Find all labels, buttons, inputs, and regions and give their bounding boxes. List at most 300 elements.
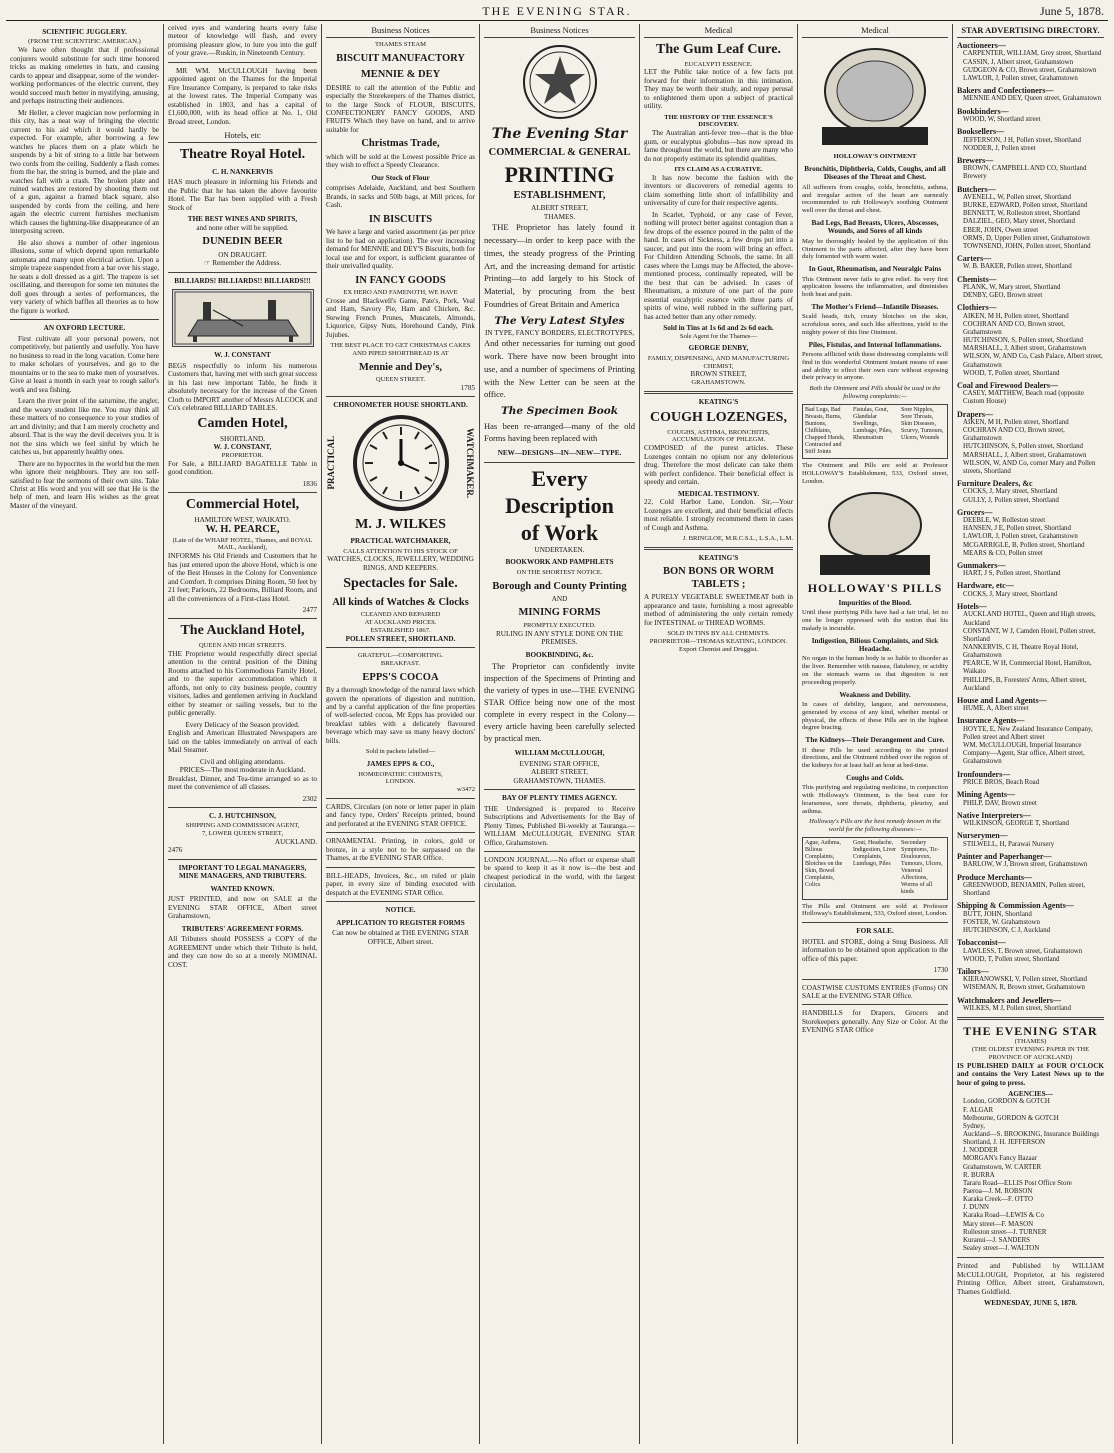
table-cell: Gout, Headache, Indigestion, Liver Complaints, Lumbago, Piles <box>853 839 896 868</box>
ad-heading: WANTED KNOWN. <box>210 884 275 893</box>
billiard-table-illustration <box>172 289 314 347</box>
ad-line: POLLEN STREET, SHORTLAND. <box>345 634 456 643</box>
ad-text: COMPOSED of the purest articles. These Lozenges contain no opium nor any deleterious drug. Therefore the most delicate can take them with perfect confidence. Their beneficial effect is speedy and certain. <box>644 444 793 487</box>
ad-heading: PRACTICAL WATCHMAKER, <box>350 537 451 546</box>
ad-line: SHORTLAND, <box>220 434 265 443</box>
ad-line: Sold in Tins at 1s 6d and 2s 6d each. <box>663 324 774 333</box>
directory-entry: WILKINSON, GEORGE T, Shortland <box>963 820 1069 828</box>
directory-entry: WM. McCULLOUGH, Imperial Insurance Company—Agent, Star office, Albert street, Grahamstown <box>963 742 1085 766</box>
ad-heading: THE EVENING STAR <box>963 1024 1098 1039</box>
ad-text: English and American Illustrated Newspapers are laid on the tables immediately on arrival of each Mail Steamer. <box>168 729 317 755</box>
ad-line: AT AUCKLAND PRICES. <box>364 619 437 627</box>
directory-entry: CASEY, MATTHEW, Beach road (opposite Custom House) <box>963 390 1084 406</box>
agency-entry: Shortland, J. H. JEFFERSON <box>963 1139 1045 1147</box>
ad-line: AGENCIES— <box>1008 1090 1053 1098</box>
paragraph: First cultivate all your personal powers, not competitively, but patiently and usefully. You have no business to read in the long vacation. Come here to make scholars of yourselves, and go to the mountains or to the sea to make men of yourselves. Give at least a month in each year to rough sailor's work and sea fishing. <box>10 334 159 394</box>
ad-heading: The Evening Star <box>491 126 628 143</box>
ad-text: This Ointment never fails to give relief. Its very first application lessens the inflammation, and diminishes both heat and pain. <box>802 275 948 299</box>
directory-entry: PRICE BROS, Beach Road <box>963 779 1040 787</box>
directory-entry: BROWN, CAMPBELL AND CO, Shortland Brewery <box>963 165 1087 181</box>
ad-line: GRAHAMSTOWN, THAMES. <box>513 776 606 785</box>
ad-heading: Weakness and Debility. <box>839 690 911 699</box>
directory-heading: Produce Merchants— <box>957 872 1033 882</box>
side-label: WATCHMAKER. <box>465 427 475 498</box>
ad-heading: The Mother's Friend—Infantile Diseases. <box>811 302 939 311</box>
directory-heading: House and Land Agents— <box>957 695 1047 705</box>
directory-entry: PEARCE, W H, Commercial Hotel, Hamilton, Waikato <box>963 660 1092 676</box>
ad-heading: COUGH LOZENGES, <box>650 410 787 426</box>
ad-line: IN TYPE, FANCY BORDERS, ELECTROTYPES, <box>484 328 635 337</box>
holloways-ointment-emblem <box>810 41 940 151</box>
ad-heading: BAY OF PLENTY TIMES AGENCY. <box>502 794 617 803</box>
pointing-hand-icon: ☞ <box>203 259 211 268</box>
ad-line: PROPRIETOR. <box>221 451 264 459</box>
ad-text: which will be sold at the Lowest possible Price as they wish to effect a Speedy Clearance. <box>326 152 475 170</box>
directory-heading: Coal and Firewood Dealers— <box>957 380 1058 390</box>
ad-text: The Australian anti-fever tree—that is the blue gum, or eucalyptus globulus—has now spread its fame throughout the world, but there are many who do not properly estimate its splendid qualities. <box>644 129 793 163</box>
directory-heading: Gunmakers— <box>957 560 1006 570</box>
directory-entry: HUTCHINSON, S, Pollen street, Shortland <box>963 443 1084 451</box>
ad-line: Can now be obtained at THE EVENING STAR OFFICE, Albert street. <box>332 929 469 946</box>
ad-line: and none other will be supplied. <box>196 223 289 232</box>
directory-entry: HANSEN, J E, Pollen street, Shortland <box>963 525 1071 533</box>
ad-heading: Coughs and Colds. <box>846 773 904 782</box>
directory-entry: CONSTANT, W J, Camden Hotel, Pollen street, Shortland <box>963 627 1096 643</box>
hotel-name: Theatre Royal Hotel. <box>179 147 306 163</box>
ad-line: THAMES STEAM <box>374 41 427 49</box>
paragraph: Learn the river point of the saturnine, the angler, and the weary student like me. You may think all these matters of no consequence to your studies of art and divinity; and that I am merely crochetty and absurd. That is the way the devil deceives you. It is not the sins which we feel sinful by which he catches us, but apparently healthy ones. <box>10 397 159 457</box>
column-1 <box>6 24 164 1444</box>
directory-entry: WOOD, T, Pollen street, Shortland <box>963 955 1060 963</box>
directory-heading: Auctioneers— <box>957 41 1006 51</box>
directory-heading: Ironfounders— <box>957 769 1011 779</box>
column-6 <box>798 24 953 1444</box>
ad-line: QUEEN AND HIGH STREETS. <box>198 641 287 649</box>
ad-heading: GEORGE DENBY, <box>688 344 749 353</box>
directory-entry: HUME, A, Albert street <box>963 705 1029 713</box>
ad-heading: BISCUIT MANUFACTORY <box>336 52 465 64</box>
ad-line: CALLS ATTENTION TO HIS STOCK OF <box>343 547 458 555</box>
ad-text: The Pills and Ointment are sold at Professor Holloway's Establishment, 533, Oxford street, London. <box>802 902 948 918</box>
directory-entry: BUTT, JOHN, Shortland <box>963 910 1032 918</box>
ad-heading: Description <box>505 492 614 518</box>
directory-entry: WOOD, W, Shortland street <box>963 116 1041 124</box>
ad-text: ORNAMENTAL Printing, in colors, gold or bronze, in a style not to be surpassed on the Thames, at the EVENING STAR Office. <box>326 837 475 863</box>
ad-line: WEDNESDAY, JUNE 5, 1878. <box>984 1299 1077 1308</box>
ad-line: ON DRAUGHT. <box>218 250 267 259</box>
directory-heading: Chemists— <box>957 274 997 284</box>
directory-entry: BARLOW, W J, Brown street, Grahamstown <box>963 861 1088 869</box>
agency-entry: Paeroa—J. M. ROBSON <box>963 1188 1033 1196</box>
ad-heading: MINING FORMS <box>518 607 601 619</box>
ad-text: Until these purifying Pills have had a fair trial, let no one be longer oppressed with the notion that his malady is incurable. <box>802 609 948 632</box>
agency-entry: Kuranui—J. SANDERS <box>963 1236 1030 1244</box>
ad-text: BEGS respectfully to inform his numerous Customers that, having met with such great success in his last new important Table, he finds it absolutely necessary for the increase of the Green Cloth to IMPORT another of Messrs ALCOCK and Co's celebrated BILLIARD TABLES. <box>168 361 317 412</box>
directory-entry: NODDER, J, Pollen street <box>963 144 1036 152</box>
paragraph: ceived eyes and wandering hearts every false meteor of knowledge will flash, and every promising pleasure glow, to lure you into the gulf of your grave.—Ruskin, in Nineteenth Century. <box>168 24 317 58</box>
directory-entry: STILWELL, H, Parawai Nursery <box>963 840 1055 848</box>
ad-number: 1730 <box>933 966 948 975</box>
ad-line: ITS CLAIM AS A CURATIVE. <box>674 166 763 174</box>
ad-heading: KEATING'S <box>698 397 739 406</box>
directory-heading: Hardware, etc— <box>957 581 1014 591</box>
directory-entry: GREENWOOD, BENJAMIN, Pollen street, Shortland <box>963 881 1086 898</box>
column-4 <box>480 24 640 1444</box>
directory-entry: BENNETT, W, Rolleston street, Shortland <box>963 210 1080 218</box>
ad-line: Civil and obliging attendants. <box>199 757 286 766</box>
ad-heading: BOOKBINDING, &c. <box>525 650 594 659</box>
ad-heading: CHRONOMETER HOUSE SHORTLAND. <box>333 401 468 410</box>
table-cell: Fistulas, Gout, Glandular Swellings, Lumbago, Piles, Rheumatism <box>853 406 893 442</box>
directory-entry: MENNIE AND DEY, Queen street, Grahamstown <box>963 95 1102 103</box>
directory-entry: PHILP, DAV, Brown street <box>963 799 1037 807</box>
agency-entry: R. BURRA <box>963 1171 995 1179</box>
ad-heading: BOOKWORK AND PAMPHLETS <box>505 558 614 567</box>
directory-entry: LAWLOR, J, Pollen street, Grahamstown <box>963 74 1078 82</box>
directory-entry: MARSHALL, J, Albert street, Grahamstown <box>963 345 1087 353</box>
ad-line: Sole Agent for the Thames— <box>679 332 758 340</box>
ad-number: 1836 <box>302 479 317 488</box>
directory-entry: CASSIN, J, Albert street, Grahamstown <box>963 58 1074 66</box>
ad-heading: The Very Latest Styles <box>494 314 625 327</box>
ad-heading: Impurities of the Blood. <box>838 598 912 607</box>
ad-heading: BILLIARDS! BILLIARDS!! BILLIARDS!!! <box>174 276 311 285</box>
directory-entry: AUCKLAND HOTEL, Queen and High streets, Auckland <box>963 611 1096 627</box>
ad-text: Printed and Published by WILLIAM McCULLOUGH, Proprietor, at his registered Printing Office, Albert street, Grahamstown, Thames Goldfield. <box>957 1262 1104 1296</box>
directory-entry: HART, J S, Pollen street, Shortland <box>963 570 1061 578</box>
ad-text: No organ in the human body is so liable to disorder as the liver. Remember with nausea, flatulency, or acidity on the stomach warns us that digestion is not proceeding properly. <box>802 655 948 686</box>
ad-line: FAMILY, DISPENSING, AND MANUFACTURING CHEMIST, <box>647 354 790 370</box>
agency-entry: Rolleston street—J. TURNER <box>963 1228 1047 1236</box>
agency-entry: Karaka Road—LEWIS & Co <box>963 1212 1044 1220</box>
ad-heading: TRIBUTERS' AGREEMENT FORMS. <box>181 924 304 933</box>
ad-line: THE BEST PLACE TO GET CHRISTMAS CAKES AND PIPED SHORTBREAD IS AT <box>330 342 471 357</box>
ad-text: For Sale, a BILLIARD BAGATELLE Table in good condition. <box>168 459 317 477</box>
directory-heading: Drapers— <box>957 409 993 419</box>
directory-heading: Booksellers— <box>957 127 1005 137</box>
clock-face-illustration <box>351 413 451 513</box>
agency-entry: J. DUNN <box>963 1204 990 1212</box>
ad-line: UNDERTAKEN. <box>534 545 585 554</box>
ad-line: 7, LOWER QUEEN STREET, <box>201 830 283 838</box>
ad-text: A PURELY VEGETABLE SWEETMEAT both in appearance and taste, furnishing a most agreeable method of administering the only certain remedy for INTESTINAL or THREAD WORMS. <box>644 593 793 627</box>
ad-text: This purifying and regulating medicine, in conjunction with Holloway's Ointment, is the best cure for hoarseness, sore throats, diphtheria, pleurisy, and asthma. <box>802 784 948 815</box>
ad-text: LONDON JOURNAL.—No effort or expense shall be spared to keep it as it now is—the best and cheapest periodical in the world, with the largest circulation. <box>484 855 635 890</box>
ad-heading: MENNIE & DEY <box>360 69 441 81</box>
paragraph: There are no hypocrites in the world but the men who ignore their neighbours. They are too self-satisfied to fear the sermons of their own sins. Take Christ at His word and you will see that He is the help of men, and learn His wishes as the great Master of the vineyard. <box>10 459 159 510</box>
directory-entry: DALZIEL, GEO, Mary street, Shortland <box>963 218 1075 226</box>
column-7 <box>953 24 1108 1444</box>
ad-number: w3472 <box>457 786 475 794</box>
directory-entry: KIERANOWSKI, V, Pollen street, Shortland <box>963 976 1087 984</box>
ad-line: HOMŒOPATHIC CHEMISTS, <box>358 770 443 778</box>
ad-text: If these Pills be used according to the printed directions, and the Ointment rubbed over the region of the kidneys for at least half an hour at bed-time. <box>802 746 948 770</box>
emblem-label: HOLLOWAY'S OINTMENT <box>833 153 917 161</box>
watch-ad-block <box>326 413 475 513</box>
directory-entry: W. B. BAKER, Pollen street, Shortland <box>963 263 1072 271</box>
agency-entry: Tararu Road—ELLIS Post Office Store <box>963 1179 1072 1187</box>
ad-line: CLEANED AND REPAIRED <box>360 611 441 619</box>
ad-heading: COMMERCIAL & GENERAL <box>488 146 631 158</box>
directory-entry: JEFFERSON, J H, Pollen street, Shortland <box>963 136 1081 144</box>
directory-heading: Mining Agents— <box>957 790 1016 800</box>
masthead <box>6 4 1108 21</box>
directory-entry: PHILLIPS, B, Foresters' Arms, Albert street, Auckland <box>963 676 1087 692</box>
ad-text: CARDS, Circulars (on note or letter paper in plain and fancy type, Orders' Receipts printed, bound and perforated at the EVENING STAR OFFICE. <box>326 802 475 828</box>
ad-line: ALBERT STREET, <box>531 768 588 777</box>
ad-line: ON THE SHORTEST NOTICE. <box>516 568 603 576</box>
ad-text: It has now become the fashion with the inventors or discoverers of remedial agents to claim something little short of infallibility and universality of cure for their respective agents. <box>644 173 793 208</box>
ad-line: QUEEN STREET. <box>375 375 426 383</box>
directory-entry: NANKERVIS, C H, Theatre Royal Hotel, Grahamstown <box>963 644 1079 660</box>
ad-line: AND <box>551 594 568 603</box>
ad-text: Scald heads, itch, crusty blotches on the skin, scrofulous sores, and such like affections, yield to the mighty power of this fine Ointment. <box>802 313 948 336</box>
ad-text: Persons afflicted with these distressing complaints will find in this wonderful Ointment instant means of ease and ability to effect their own cure without exposing their privacy to anyone. <box>802 351 948 382</box>
ad-heading: All kinds of Watches & Clocks <box>332 596 469 608</box>
directory-entry: BURKE, EDWARD, Pollen street, Shortland <box>963 202 1088 210</box>
ad-text: May be thoroughly healed by the application of this Ointment to the parts affected, after they have been duly fomented with warm water. <box>802 237 948 261</box>
ad-text: HOTEL and STORE, doing a Snug Business. All information to be obtained upon application to the office of this paper. <box>802 937 948 963</box>
ad-line: SHIPPING AND COMMISSION AGENT, <box>185 822 300 830</box>
ad-line: DUNEDIN BEER <box>202 236 283 248</box>
ad-line: GRATEFUL—COMFORTING. <box>357 652 444 660</box>
article-title: SCIENTIFIC JUGGLERY. <box>42 28 127 36</box>
ad-heading: JAMES EPPS & CO., <box>366 760 435 769</box>
directory-heading: Carters— <box>957 254 992 264</box>
directory-entry: COCHRAN AND CO, Brown street, Grahamstown <box>963 320 1065 337</box>
table-cell: Bad Legs, Bad Breasts, Burns, Bunions, Chilblains, Chapped Hands, Contracted and Stiff Joints <box>805 406 845 456</box>
ad-text: IS PUBLISHED DAILY at FOUR O'CLOCK and contains the Very Latest News up to the hour of going to press. <box>957 1061 1104 1087</box>
ad-heading: Our Stock of Flour <box>371 173 430 182</box>
ad-heading: C. J. HUTCHINSON, <box>209 811 276 820</box>
ad-line: THE HISTORY OF THE ESSENCE'S DISCOVERY. <box>664 113 773 129</box>
article-source: (FROM THE SCIENTIFIC AMERICAN.) <box>28 38 141 46</box>
directory-entry: AIKEN, M H, Pollen street, Shortland <box>963 312 1069 320</box>
paragraph: We have often thought that if professional conjurers would substitute for such time honored tricks as making omelettes in hats, and causing cards to appear and disappear, some of the wonder-working performances of the electric current, they would succeed much better in mystifying, amusing, and perhaps instructing their audiences. <box>10 46 159 106</box>
ad-text: LET the Public take notice of a few facts put forward for their information in this intimation. They may be worth their study, and repay perusal to enlightened them upon a subject of practical utility. <box>644 68 793 111</box>
ad-heading: APPLICATION TO REGISTER FORMS <box>336 918 465 927</box>
ad-line: (THAMES) <box>1014 1038 1047 1046</box>
masthead-date: June 5, 1878. <box>1040 4 1104 18</box>
ad-heading: HOLLOWAY'S PILLS <box>807 580 943 595</box>
agency-entry: MORGAN's Fancy Bazaar <box>963 1155 1037 1163</box>
ad-line: BROWN STREET, <box>690 370 747 379</box>
ad-line: EVENING STAR OFFICE, <box>519 759 600 768</box>
directory-heading: Hotels— <box>957 602 987 612</box>
agency-entry: Sealey street—J. WALTON <box>963 1245 1040 1253</box>
ad-line: SOLD IN TINS BY ALL CHEMISTS. <box>667 630 770 638</box>
ad-heading: EPPS'S COCOA <box>362 671 439 683</box>
ad-text: DESIRE to call the attention of the Public and especially the Storekeepers of the Thames district, to the large Stock of FLOUR, BISCUITS, CONFECTIONERY FANCY GOODS, AND FRUITS Which they have on hand, and to arrive suitable for <box>326 83 475 134</box>
ad-line-text: Remember the Address. <box>212 259 282 268</box>
ad-text: JUST PRINTED, and now on SALE at the EVENING STAR OFFICE, Albert street Grahamstown, <box>168 895 317 921</box>
directory-entry: COCHRAN AND CO, Brown street, Grahamstown <box>963 427 1065 443</box>
section-heading: Hotels, etc <box>168 129 317 143</box>
directory-entry: PLANK, W, Mary street, Shortland <box>963 284 1061 292</box>
directory-entry: DENBY, GEO, Brown street <box>963 292 1043 300</box>
ad-line: GRAHAMSTOWN. <box>691 378 746 386</box>
hotel-name: Commercial Hotel, <box>185 497 300 513</box>
ad-heading: IN FANCY GOODS <box>355 274 446 286</box>
ad-text: All sufferers from coughs, colds, bronchitis, asthma, and irregular action of the heart are earnestly recommended to rub Holloway's soothing Ointment well over the throat and chest. <box>802 183 948 215</box>
directory-entry: WISEMAN, R, Brown street, Grahamstown <box>963 984 1085 992</box>
ad-heading: Indigestion, Bilious Complaints, and Sick Headache. <box>811 636 939 653</box>
ad-text: INFORMS his Old Friends and Customers that he has just entered upon the above Hotel, which is one of the Best Houses in the Colony for Convenience and Comfort. It comprises Dining Room, 50 feet by 21 feet; Parlours, 22 Bedrooms, Billiard Room, and all the conveniences of a First-class Hotel. <box>168 552 317 603</box>
ad-heading: NEW—DESIGNS—IN—NEW—TYPE. <box>497 449 622 458</box>
ad-heading: KEATING'S <box>698 553 739 562</box>
ad-line: (Late of the WHARF HOTEL, Thames, and ROYAL MAIL, Auckland), <box>172 536 313 552</box>
agency-entry: F. ALGAR <box>963 1106 994 1114</box>
ad-text: THE Undersigned is prepared to Receive Subscriptions and Advertisements for the Bay of Plenty Times, Published Bi-weekly at Tauranga.—WILLIAM McCULLOUGH, EVENING STAR Office, Grahamstown. <box>484 804 635 847</box>
ad-heading: Piles, Fistulas, and Internal Inflammations. <box>808 340 942 349</box>
ad-heading: Borough and County Printing <box>492 580 627 592</box>
ad-line: Holloway's Pills are the best remedy known in the world for the following diseases:— <box>809 818 941 834</box>
column-heading: Business Notices <box>484 24 635 38</box>
table-cell: Sore Nipples, Sore Throats, Skin Diseases, Scurvy, Tumours, Ulcers, Wounds <box>901 406 944 442</box>
directory-entry: MCGARRIGLE, B, Pollen street, Shortland <box>963 541 1085 549</box>
ad-line: BREAKFAST. <box>380 659 421 667</box>
ad-line: PROMPTLY EXECUTED. <box>523 621 596 629</box>
ad-heading: of Work <box>520 519 599 545</box>
agency-entry: Melbourne, GORDON & GOTCH <box>963 1114 1059 1122</box>
ad-line: PROPRIETOR—THOMAS KEATING, LONDON. <box>649 637 788 645</box>
diseases-table <box>802 837 948 900</box>
ad-text: The Ointment and Pills are sold at Professor HOLLOWAY'S Establishment, 533, Oxford street, London. <box>802 462 948 485</box>
ad-heading: The Gum Leaf Cure. <box>656 42 781 58</box>
ad-heading: M. J. WILKES <box>355 516 446 532</box>
ad-line: Sold in packets labelled— <box>365 748 436 756</box>
directory-entry: EBER, JOHN, Owen street <box>963 226 1039 234</box>
ad-heading: In Gout, Rheumatism, and Neuralgic Pains <box>808 265 942 274</box>
ad-number: 1785 <box>460 383 475 392</box>
ad-heading: The Specimen Book <box>500 405 618 418</box>
agencies-list <box>957 1098 1104 1253</box>
directory-entry: HUTCHINSON, C J, Auckland <box>963 926 1051 934</box>
ad-text: By a thorough knowledge of the natural laws which govern the operations of digestion and nutrition, and by a careful application of the fine properties of well-selected cocoa, Mr Epps has provided our breakfast tables with a delicately flavoured beverage which may save us many heavy doctors' bills. <box>326 686 475 745</box>
ad-heading: WILLIAM McCULLOUGH, <box>514 749 605 758</box>
paragraph: Mr Heller, a clever magician now performing in this city, has a neat way of bringing the electric current to his aid which it would hardly be expected. For example, after borrowing a few watches he places them on a plate which he suspends by a bit of string to a little bar between two cords from the ceiling. Suddenly a flash comes from the bar, the string is burned, and the plate and watches fall with a crash. The broken plate and ruined watches are restored by shooting them out of a gun, against a framed black square, also suspended by cords from the ceiling, and here again the electric current furnishes mechanism which causes the lightning-like disappearance of an interposing screen. <box>10 108 159 236</box>
ad-text: 22, Cold Harbor Lane, London. Sir,—Your Lozenges are excellent, and their beneficial effects most reliable. I strongly recommend them in cases of Cough and Asthma. <box>644 498 793 532</box>
ad-text: In Scarlet, Typhoid, or any case of Fever, nothing will protect better against contagion than a few drops of the essence poured in the palm of the hand. In cases of Sickness, a few drops put into a saucer, and put into the room will bring an effect. For Children Attending Schools, the same. In all cases where the Lungs may be Affected, the above-mentioned process, continually repeated, will be the best that can be advised. In cases of Rheumatism, a mixture of one part of the pure essential eucalyptic essence with three parts of spirits of wine, well rubbed in the suffering part, has acted better than any other remedy. <box>644 210 793 321</box>
column-heading: Medical <box>644 24 793 38</box>
ad-line: RULING IN ANY STYLE DONE ON THE PREMISES. <box>496 629 623 647</box>
column-heading: STAR ADVERTISING DIRECTORY. <box>957 24 1104 38</box>
ad-text: comprises Adelaide, Auckland, and best Southern Brands, in sacks and 50lb bags, at Mill prices, for Cash. <box>326 184 475 210</box>
ad-heading: IN BISCUITS <box>368 213 433 225</box>
column-heading: Business Notices <box>326 24 475 38</box>
directory-entry: GULLY, J, Pollen street, Shortland <box>963 496 1059 504</box>
ad-heading: Christmas Trade, <box>361 138 440 150</box>
ad-number: 2477 <box>302 605 317 614</box>
directory-heading: Bakers and Confectioners— <box>957 86 1054 96</box>
ad-heading: Bronchitis, Diphtheria, Colds, Coughs, and all Diseases of the Throat and Chest. <box>804 164 946 182</box>
directory-entry: WILSON, W, AND Co, corner Mary and Pollen streets, Shortland <box>963 459 1096 475</box>
ad-heading: Bad Legs, Bad Breasts, Ulcers, Abscesses, Wounds, and Sores of all kinds <box>811 218 939 236</box>
ad-line: LONDON. <box>385 778 416 786</box>
directory-entry: WILKES, M J, Pollen street, Shortland <box>963 1004 1071 1012</box>
ad-text: And other necessaries for turning out good work. There have now been brought into use, and a number of specimens of Printing with the New Letter can be seen at the office. <box>484 338 635 400</box>
ad-line <box>168 259 317 267</box>
directory-entry: AVENELL, W, Pollen street, Shortland <box>963 194 1072 202</box>
ad-heading: BON BONS OR WORM TABLETS ; <box>663 566 774 590</box>
directory-heading: Watchmakers and Jewellers— <box>957 995 1061 1005</box>
ad-text: Has been re-arranged—many of the old Forms having been replaced with <box>484 420 635 444</box>
directory-heading: Native Interpreters— <box>957 810 1031 820</box>
agency-entry: Sydney, <box>963 1122 985 1130</box>
ad-line: (THE OLDEST EVENING PAPER IN THE PROVINCE OF AUCKLAND) <box>971 1046 1090 1061</box>
ad-line: AUCKLAND. <box>274 838 317 846</box>
hotel-name: Camden Hotel, <box>197 416 288 432</box>
ad-number: 2302 <box>302 794 317 803</box>
directory-heading: Grocers— <box>957 507 993 517</box>
hotel-name: The Auckland Hotel, <box>180 623 305 639</box>
ad-text: HANDBILLS for Drapers, Grocers and Storekeepers generally. Any Size or Color. At the EVENING STAR Office <box>802 1009 948 1035</box>
directory-heading: Tobacconist— <box>957 938 1006 948</box>
agency-entry: Mary street—F. MASON <box>963 1220 1034 1228</box>
directory-entry: WOOD, T, Pollen street, Shortland <box>963 369 1060 377</box>
agency-entry: London, GORDON & GOTCH <box>963 1098 1050 1106</box>
ad-line: W. H. PEARCE, <box>205 524 280 536</box>
ad-heading: Every <box>531 465 588 491</box>
directory-entry: AIKEN, M H, Pollen street, Shortland <box>963 419 1069 427</box>
advertising-directory <box>957 41 1104 1013</box>
holloways-pills-emblem <box>810 489 940 579</box>
side-label: PRACTICAL <box>326 435 336 490</box>
directory-entry: WILSON, W, AND Co, Cash Palace, Albert street, Grahamstown <box>963 353 1103 369</box>
ad-text: HAS much pleasure in informing his Friends and the Public that he has taken the above favourite Hotel. The Bar has been supplied with a Fresh Stock of <box>168 178 317 212</box>
ad-text: THE Proprietor has lately found it necessary—in order to keep pace with the times, the steady progress of the Printing Art, and the increasing demand for artistic Printing—to add largely to his Stock of Material, by procuring from the best Foundries of Great Britain and America <box>484 222 635 309</box>
ad-text: We have a large and varied assortment (as per price list to be had on application). The ever increasing demand for MENNIE and DEY'S Biscuits, both for local use and for export, is sufficient guarantee of their unrivalled quality. <box>326 228 475 271</box>
ad-line: COUGHS, ASTHMA, BRONCHITIS, ACCUMULATION OF PHLEGM. <box>667 428 770 444</box>
column-heading: Medical <box>802 24 948 38</box>
ad-heading: FOR SALE. <box>856 927 894 936</box>
ad-line: ALBERT STREET, <box>531 204 588 213</box>
directory-heading: Insurance Agents— <box>957 716 1025 726</box>
table-cell: Ague, Asthma, Bilious Complaints, Blotches on the Skin, Bowel Complaints, Colics <box>805 839 843 889</box>
directory-heading: Butchers— <box>957 184 996 194</box>
directory-entry: CARPENTER, WILLIAM, Grey street, Shortland <box>963 50 1102 58</box>
ad-line: THAMES. <box>543 212 576 221</box>
paragraph: He also shows a number of other ingenious illusions, some of which depend upon remarkable automata and many upon electrical action. Upon a simple trapeze suspended from a bar over his stage, he seats a doll dressed as a girl. The trapeze is set oscillating, and thereupon for some ten minutes the doll goes through a series of performances, the very variety of which baffles all theories as to how the figure is worked. <box>10 238 159 315</box>
ad-heading: W. J. CONSTANT <box>214 351 271 360</box>
directory-heading: Nurserymen— <box>957 831 1008 841</box>
ad-heading: PRINTING <box>504 161 615 187</box>
ad-line: THE BEST WINES AND SPIRITS, <box>187 215 298 224</box>
ad-text: THE Proprietor would respectfully direct special attention to the central position of the Dining Rooms attached to his Commodious Family Hotel, and to the superior accommodation which it affords, not only to city business people, country visitors, ladies and gentlemen arriving in Auckland either by steamer or sailing vessels, but to the public generally. <box>168 649 317 718</box>
ad-text: Crosse and Blackwell's Game, Pate's, Pork, Veal and Ham, Savory Pie, Ham and Chicken, &c. Stewing French Prunes, Muscatels, Almonds, Liquorice, Gipsy Nuts, Horehound Candy, Pink Jujubes. <box>326 296 475 339</box>
ad-line: Both the Ointment and Pills should be used in the following complaints:— <box>809 385 941 400</box>
column-2 <box>164 24 322 1444</box>
ad-line: HAMILTON WEST, WAIKATO. <box>194 515 291 524</box>
directory-heading: Clothiers— <box>957 303 997 313</box>
directory-heading: Furniture Dealers, &c <box>957 479 1033 489</box>
column-5 <box>640 24 798 1444</box>
directory-entry: COCKS, J, Mary street, Shortland <box>963 590 1058 598</box>
ad-heading: The Kidneys—Their Derangement and Cure. <box>805 736 945 745</box>
ad-heading: IMPORTANT TO LEGAL MANAGERS, MINE MANAGERS, AND TRIBUTERS. <box>178 863 307 881</box>
agency-entry: Grahamstown, W. CARTER <box>963 1163 1042 1171</box>
agency-entry: Auckland—S. BROOKING, Insurance Buildings <box>963 1131 1100 1139</box>
ad-heading: NOTICE. <box>385 906 416 915</box>
article-title: AN OXFORD LECTURE. <box>43 324 126 333</box>
ad-line: J. BRINGLOE, M.R.C.S.L., L.S.A., L.M. <box>682 535 793 543</box>
ad-line: PRICES—The most moderate in Auckland. <box>179 766 306 775</box>
ad-text: Breakfast, Dinner, and Tea-time arranged so as to meet the convenience of all classes. <box>168 774 317 792</box>
star-emblem-icon <box>520 42 600 122</box>
agency-entry: Karaka Creek—F. OTTO <box>963 1196 1033 1204</box>
insurance-notice: MR WM. McCULLOUGH having been appointed agent on the Thames for the Imperial Fire Insurance Company, is prepared to take risks at the lowest rates. The Imperial Company was established in 1803, and has a capital of £1,600,000, with its head office at No. 1, Old Broad street, London. <box>168 66 317 126</box>
directory-entry: FOSTER, W. Grahamstown <box>963 918 1040 926</box>
